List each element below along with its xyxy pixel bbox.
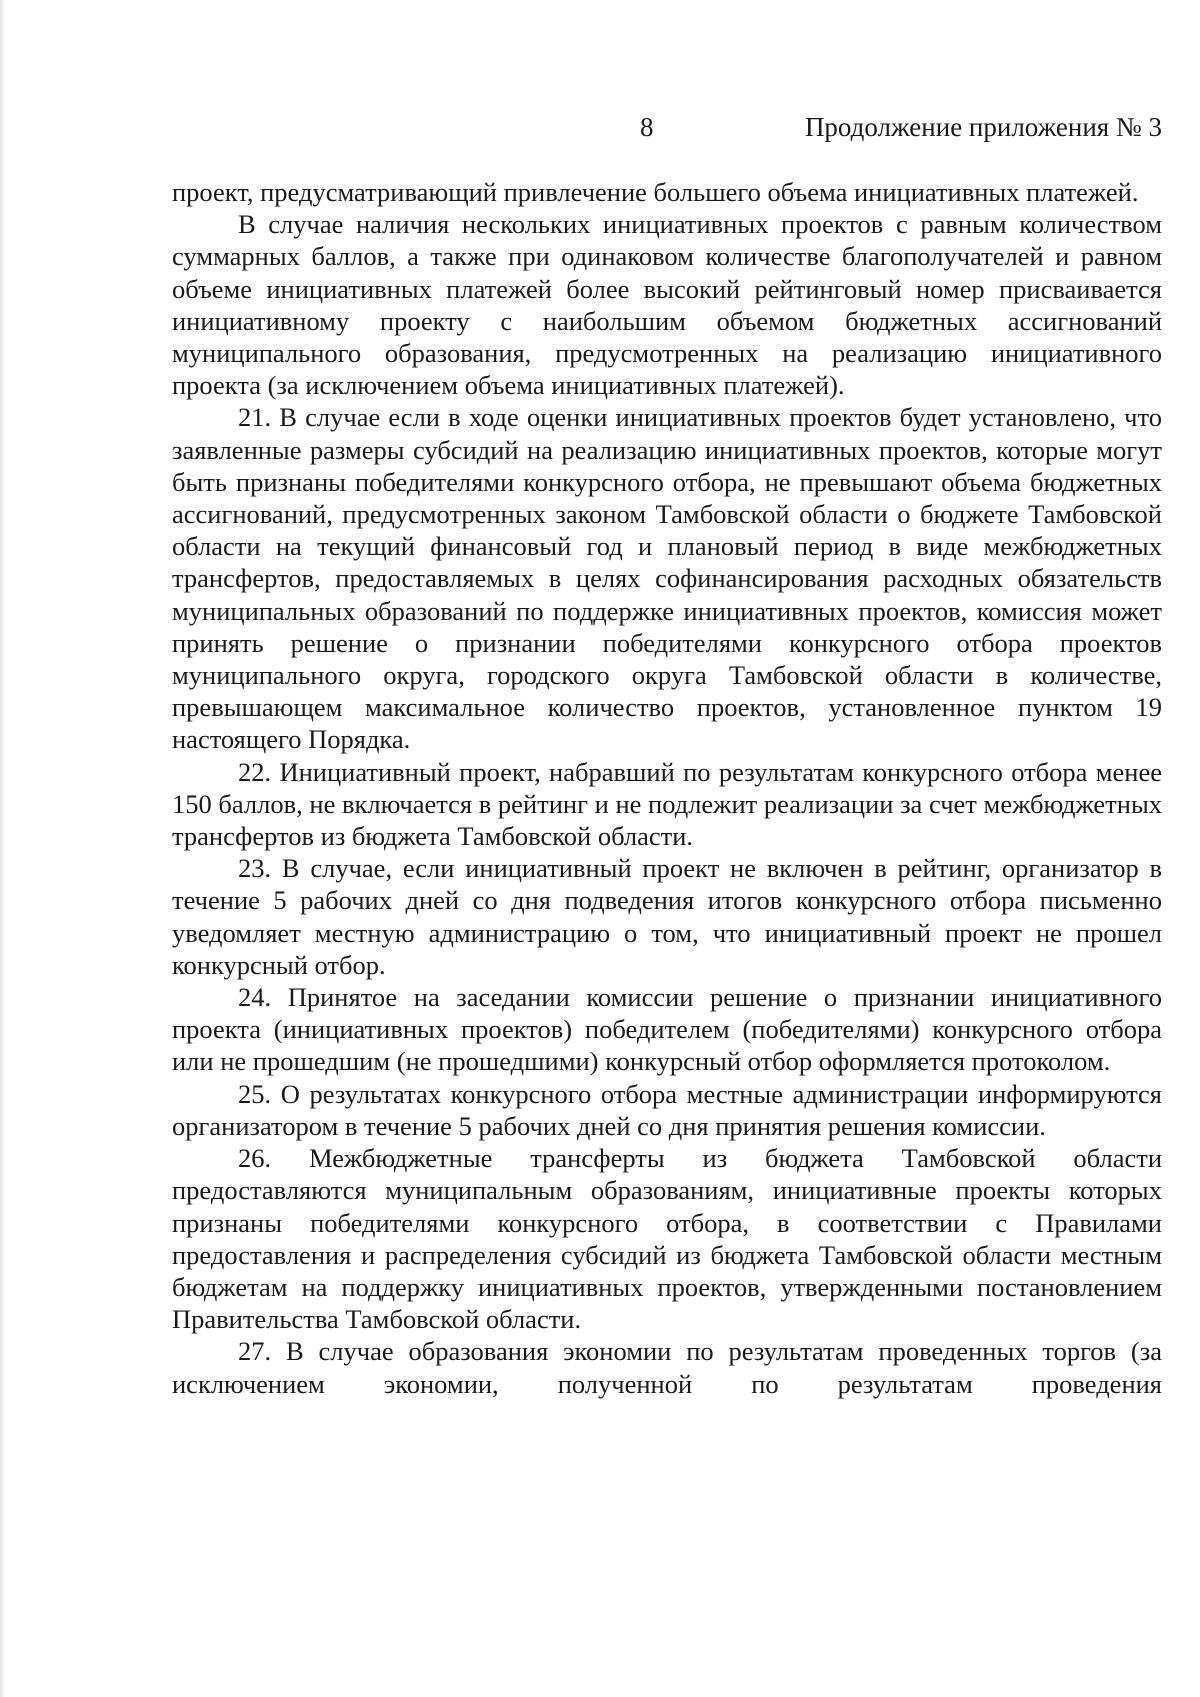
paragraph-27: 27. В случае образования экономии по результатам проведенных торгов (за исключением экономии, полученной по результатам проведения xyxy=(172,1336,1162,1399)
paragraph-25: 25. О результатах конкурсного отбора местные администрации информируются организатором в течение 5 рабочих дней со дня принятия решения комиссии. xyxy=(172,1078,1162,1141)
appendix-continuation-title: Продолжение приложения № 3 xyxy=(804,112,1162,142)
scan-edge-shadow xyxy=(0,0,6,1697)
paragraph-26: 26. Межбюджетные трансферты из бюджета Тамбовской области предоставляются муниципальным образованиям, инициативные проекты которых признаны победителями конкурсного отбора, в соответствии с Правилами предоставления и распределения субсидий из бюджета Тамбовской области местным бюджетам на поддержку инициативных проектов, утвержденными постановлением Правительства Тамбовской области. xyxy=(172,1143,1162,1335)
paragraph-21: 21. В случае если в ходе оценки инициативных проектов будет установлено, что заявленные размеры субсидий на реализацию инициативных проектов, которые могут быть признаны победителями конкурсного отбора, не превышают объема бюджетных ассигнований, предусмотренных законом Тамбовской области о бюджете Тамбовской области на текущий финансовый год и плановый период в виде межбюджетных трансфертов, предоставляемых в целях софинансирования расходных обязательств муниципальных образований по поддержке инициативных проектов, комиссия может принять решение о признании победителями конкурсного отбора проектов муниципального округа, городского округа Тамбовской области в количестве, превышающем максимальное количество проектов, установленное пунктом 19 настоящего Порядка. xyxy=(172,402,1162,755)
paragraph-continuation: проект, предусматривающий привлечение большего объема инициативных платежей. xyxy=(172,177,1139,207)
paragraph-22: 22. Инициативный проект, набравший по результатам конкурсного отбора менее 150 баллов, не включается в рейтинг и не подлежит реализации за счет межбюджетных трансфертов из бюджета Тамбовской области. xyxy=(172,756,1162,852)
page-number: 8 xyxy=(640,112,654,142)
paragraph-24: 24. Принятое на заседании комиссии решение о признании инициативного проекта (инициативных проектов) победителем (победителями) конкурсного отбора или не прошедшим (не прошедшими) конкурсный отбор оформляется протоколом. xyxy=(172,982,1162,1077)
paragraph-23: 23. В случае, если инициативный проект не включен в рейтинг, организатор в течение 5 рабочих дней со дня подведения итогов конкурсного отбора письменно уведомляет местную администрацию о том, что инициативный проект не прошел конкурсный отбор. xyxy=(172,853,1162,980)
page-header xyxy=(172,112,1162,152)
paragraph-equal-scores: В случае наличия нескольких инициативных проектов с равным количеством суммарных баллов, а также при одинаковом количестве благополучателей и равном объеме инициативных платежей более высокий рейтинговый номер присваивается инициативному проекту с наибольшим объемом бюджетных ассигнований муниципального образования, предусмотренных на реализацию инициативного проекта (за исключением объема инициативных платежей). xyxy=(172,209,1162,401)
document-body xyxy=(172,176,1162,1400)
